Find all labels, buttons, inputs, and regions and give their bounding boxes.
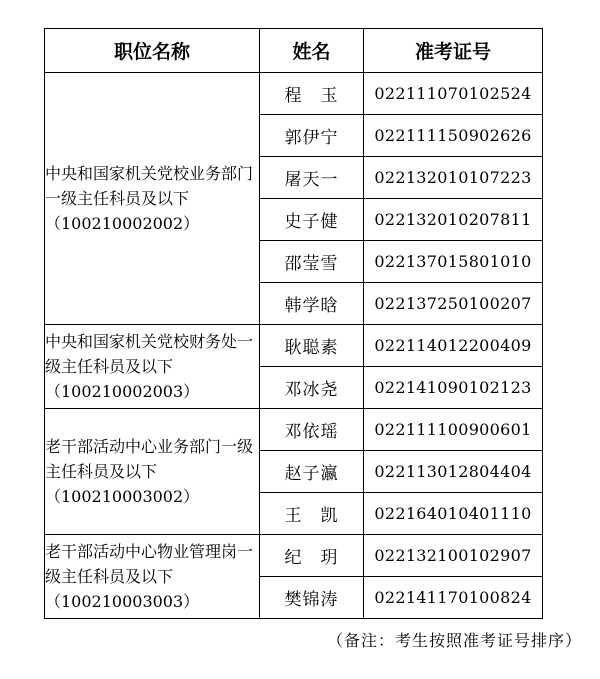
exam-number: 022137015801010 — [364, 241, 543, 283]
table-header-row — [45, 29, 543, 73]
table-row — [45, 325, 543, 367]
exam-number: 022132100102907 — [364, 535, 543, 577]
table-row — [45, 535, 543, 577]
table-row — [45, 73, 543, 115]
exam-number: 022164010401110 — [364, 493, 543, 535]
position-cell: 中央和国家机关党校业务部门一级主任科员及以下（100210002002） — [45, 73, 260, 325]
exam-number: 022137250100207 — [364, 283, 543, 325]
exam-number: 022113012804404 — [364, 451, 543, 493]
exam-number: 022132010207811 — [364, 199, 543, 241]
exam-number: 022111150902626 — [364, 115, 543, 157]
position-cell: 中央和国家机关党校财务处一级主任科员及以下（100210002003） — [45, 325, 260, 409]
table-row — [45, 409, 543, 451]
candidate-name: 郭伊宁 — [260, 115, 364, 157]
candidate-name: 屠天一 — [260, 157, 364, 199]
candidate-name: 史子健 — [260, 199, 364, 241]
exam-number: 022132010107223 — [364, 157, 543, 199]
header-exam-number: 准考证号 — [364, 29, 543, 73]
candidate-name: 赵子瀛 — [260, 451, 364, 493]
sort-note: （备注：考生按照准考证号排序） — [326, 631, 582, 650]
exam-number: 022141090102123 — [364, 367, 543, 409]
candidate-name: 邵莹雪 — [260, 241, 364, 283]
exam-number: 022111100900601 — [364, 409, 543, 451]
candidate-name: 韩学晗 — [260, 283, 364, 325]
exam-number: 022111070102524 — [364, 73, 543, 115]
candidate-name: 程 玉 — [260, 73, 364, 115]
table-body — [45, 73, 543, 619]
exam-number: 022114012200409 — [364, 325, 543, 367]
position-cell: 老干部活动中心物业管理岗一级主任科员及以下（100210003003） — [45, 535, 260, 619]
candidate-table — [44, 28, 543, 619]
candidate-name: 王 凯 — [260, 493, 364, 535]
header-position: 职位名称 — [45, 29, 260, 73]
header-name: 姓名 — [260, 29, 364, 73]
candidate-name: 邓依瑶 — [260, 409, 364, 451]
candidate-name: 樊锦涛 — [260, 577, 364, 619]
candidate-name: 邓冰尧 — [260, 367, 364, 409]
candidate-name: 纪 玥 — [260, 535, 364, 577]
position-cell: 老干部活动中心业务部门一级主任科员及以下（100210003002） — [45, 409, 260, 535]
exam-number: 022141170100824 — [364, 577, 543, 619]
candidate-name: 耿聪素 — [260, 325, 364, 367]
